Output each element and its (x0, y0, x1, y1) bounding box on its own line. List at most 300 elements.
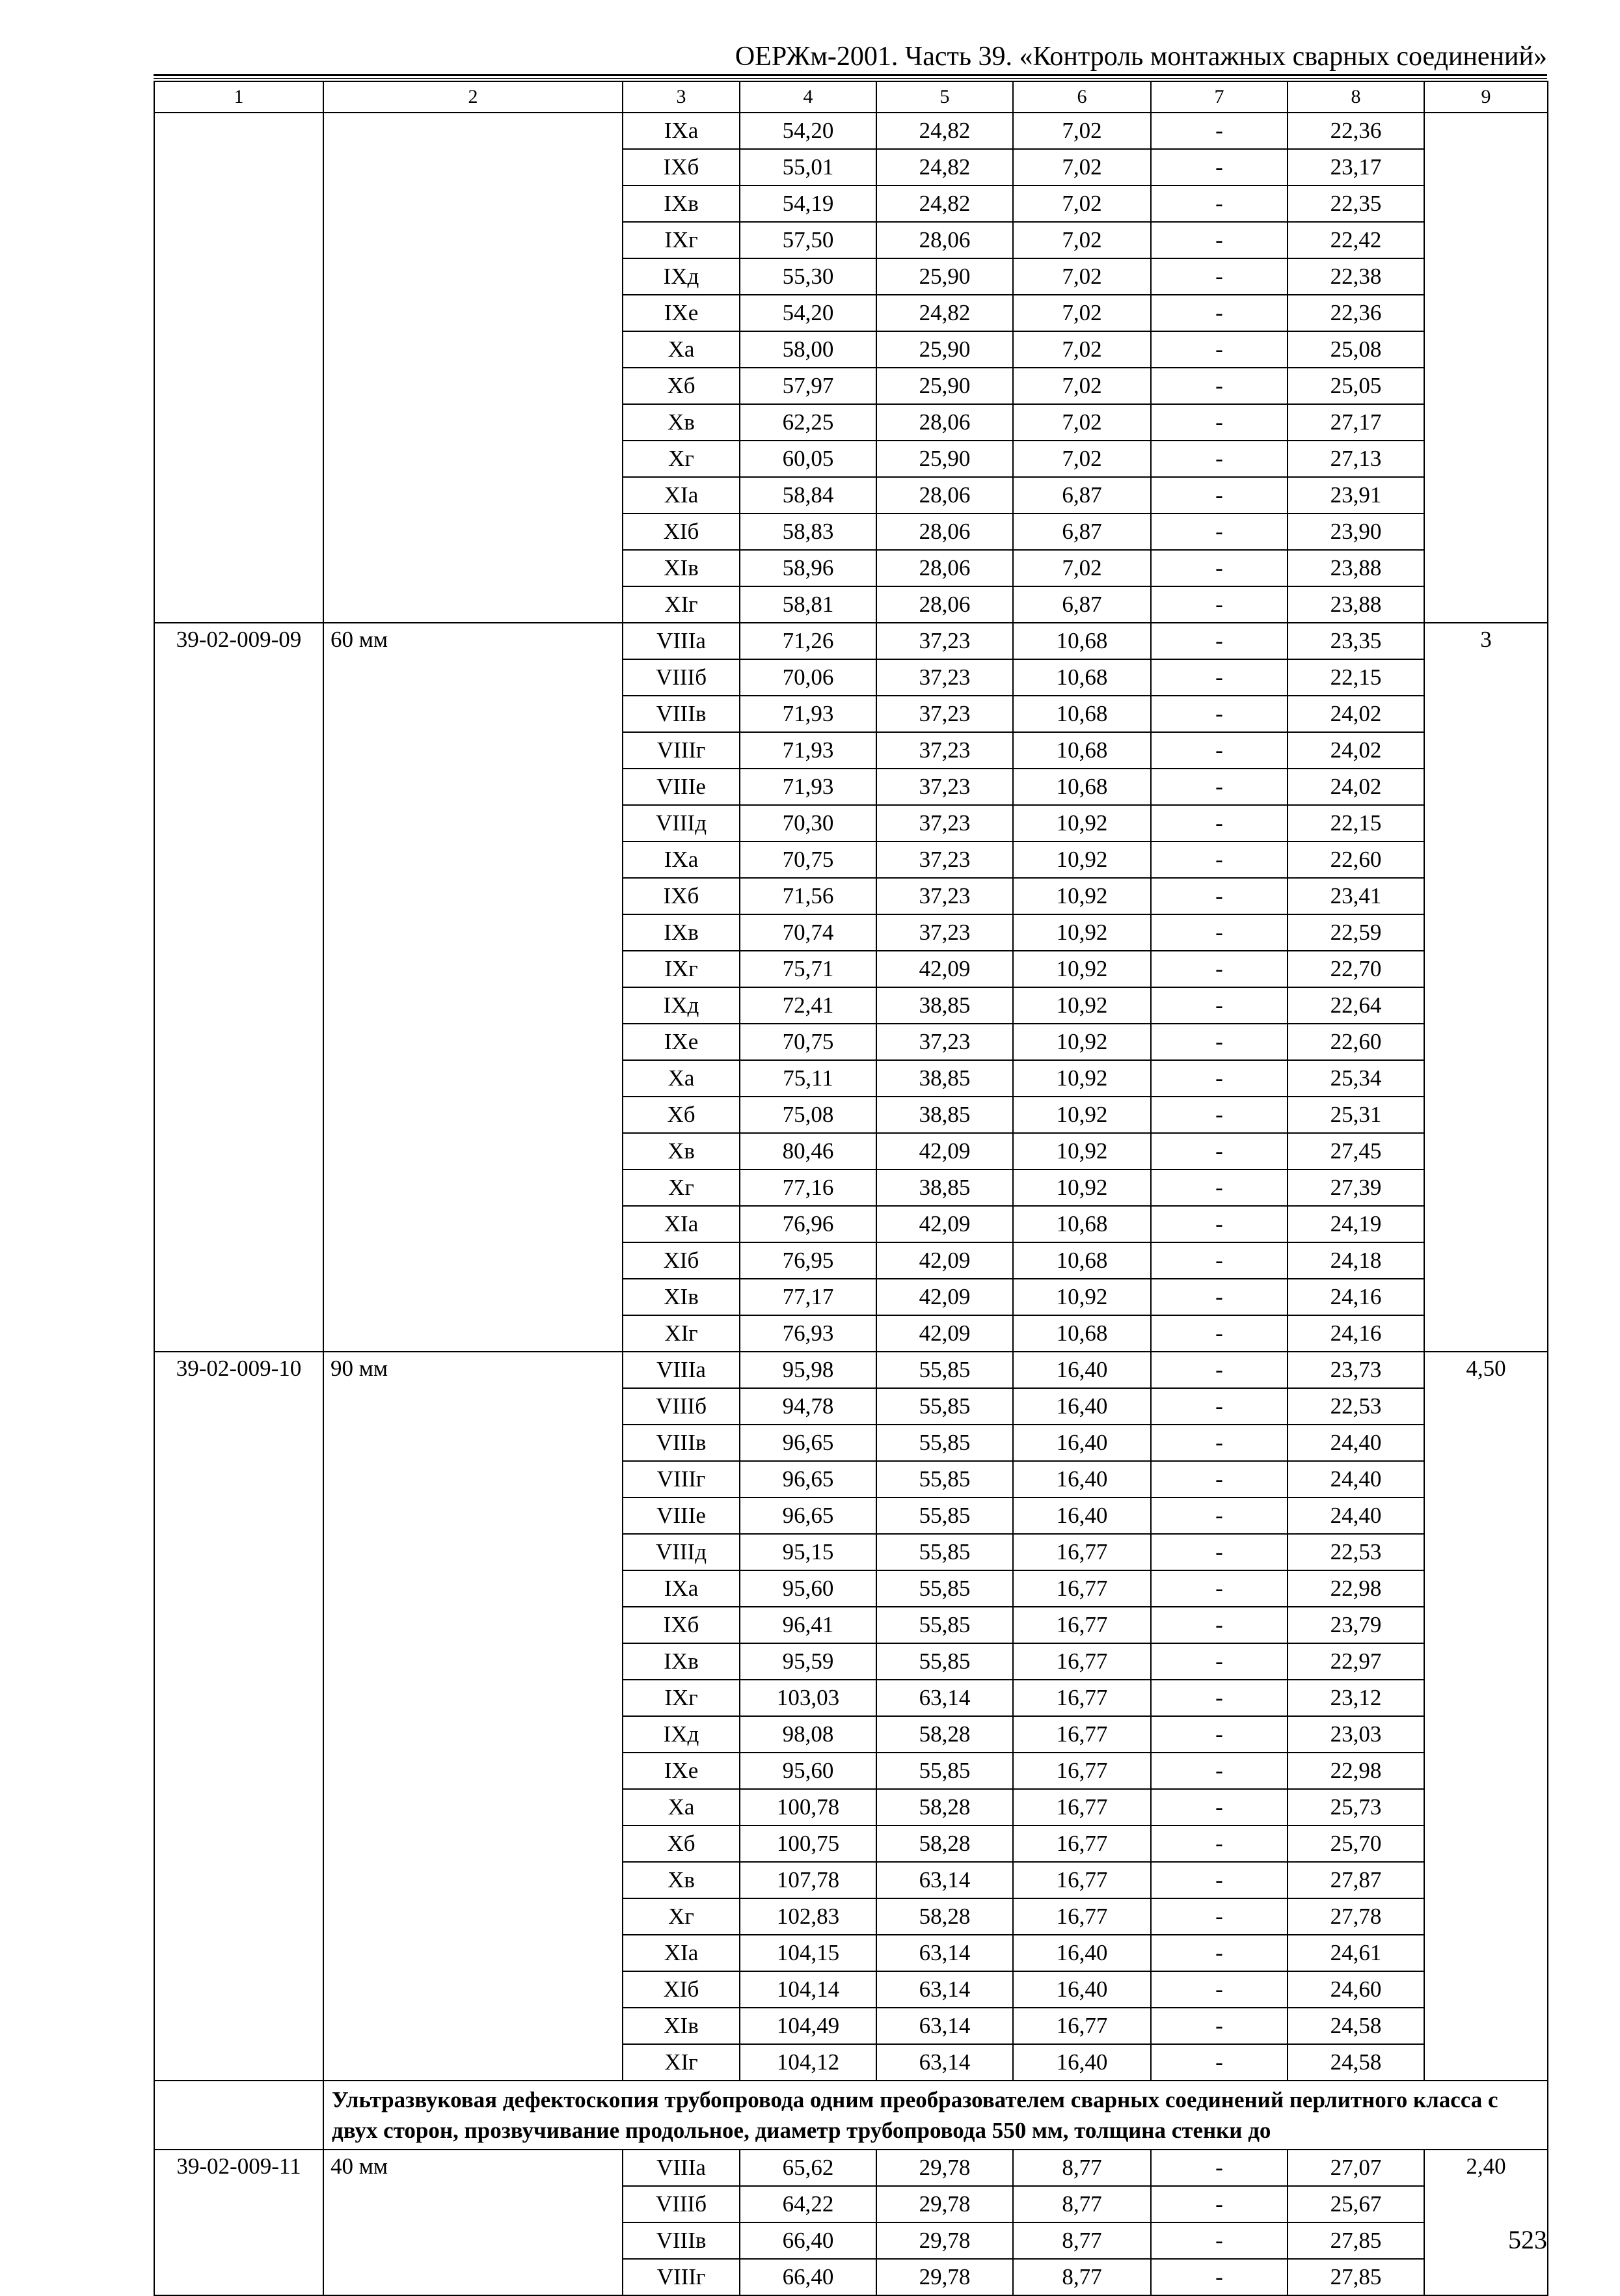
driver-wages-cell: - (1151, 586, 1288, 623)
total-cost-cell: 58,83 (740, 513, 876, 550)
category-cell: Xв (623, 1862, 740, 1898)
machine-cost-cell: 16,40 (1013, 2044, 1151, 2081)
machine-cost-cell: 10,68 (1013, 696, 1151, 732)
category-cell: IXв (623, 1643, 740, 1680)
machine-cost-cell: 10,68 (1013, 769, 1151, 805)
materials-cell: 22,98 (1288, 1570, 1424, 1607)
total-cost-cell: 95,60 (740, 1570, 876, 1607)
column-number: 4 (740, 81, 876, 113)
total-cost-cell: 55,01 (740, 149, 876, 185)
driver-wages-cell: - (1151, 2044, 1288, 2081)
wages-cell: 63,14 (876, 1680, 1013, 1716)
total-cost-cell: 100,78 (740, 1789, 876, 1825)
driver-wages-cell: - (1151, 513, 1288, 550)
materials-cell: 22,42 (1288, 222, 1424, 258)
driver-wages-cell: - (1151, 1169, 1288, 1206)
wages-cell: 42,09 (876, 1133, 1013, 1169)
section-heading-row (154, 2081, 1548, 2150)
materials-cell: 24,16 (1288, 1279, 1424, 1315)
category-cell: XIв (623, 2008, 740, 2044)
category-cell: IXб (623, 149, 740, 185)
driver-wages-cell: - (1151, 1279, 1288, 1315)
column-number: 3 (623, 81, 740, 113)
category-cell: XIг (623, 586, 740, 623)
category-cell: VIIIб (623, 1388, 740, 1425)
total-cost-cell: 54,20 (740, 295, 876, 331)
category-cell: XIа (623, 1935, 740, 1971)
machine-cost-cell: 16,40 (1013, 1497, 1151, 1534)
wages-cell: 37,23 (876, 841, 1013, 878)
wages-cell: 55,85 (876, 1461, 1013, 1497)
column-number: 8 (1288, 81, 1424, 113)
materials-cell: 22,60 (1288, 841, 1424, 878)
machine-cost-cell: 16,40 (1013, 1971, 1151, 2008)
category-cell: XIв (623, 550, 740, 586)
machine-cost-cell: 10,92 (1013, 1060, 1151, 1097)
wages-cell: 37,23 (876, 732, 1013, 769)
materials-cell: 27,85 (1288, 2259, 1424, 2295)
category-cell: IXб (623, 878, 740, 914)
category-cell: IXд (623, 1716, 740, 1753)
category-cell: XIв (623, 1279, 740, 1315)
materials-cell: 23,35 (1288, 623, 1424, 659)
machine-cost-cell: 7,02 (1013, 149, 1151, 185)
wall-thickness-cell: 60 мм (323, 623, 623, 1352)
machine-cost-cell: 7,02 (1013, 185, 1151, 222)
driver-wages-cell: - (1151, 1352, 1288, 1388)
column-number: 9 (1424, 81, 1548, 113)
category-cell: Xа (623, 1789, 740, 1825)
category-cell: Xб (623, 1097, 740, 1133)
driver-wages-cell: - (1151, 368, 1288, 404)
machine-cost-cell: 10,68 (1013, 659, 1151, 696)
total-cost-cell: 71,26 (740, 623, 876, 659)
category-cell: Xв (623, 1133, 740, 1169)
driver-wages-cell: - (1151, 878, 1288, 914)
materials-cell: 25,08 (1288, 331, 1424, 368)
materials-cell: 25,31 (1288, 1097, 1424, 1133)
wages-cell: 24,82 (876, 113, 1013, 149)
materials-cell: 25,67 (1288, 2186, 1424, 2222)
driver-wages-cell: - (1151, 550, 1288, 586)
machine-cost-cell: 10,92 (1013, 1279, 1151, 1315)
machine-cost-cell: 10,92 (1013, 878, 1151, 914)
driver-wages-cell: - (1151, 951, 1288, 987)
wages-cell: 38,85 (876, 1097, 1013, 1133)
machine-cost-cell: 10,92 (1013, 987, 1151, 1024)
wages-cell: 29,78 (876, 2222, 1013, 2259)
category-cell: VIIIе (623, 769, 740, 805)
category-cell: IXв (623, 185, 740, 222)
wages-cell: 25,90 (876, 258, 1013, 295)
driver-wages-cell: - (1151, 1315, 1288, 1352)
materials-cell: 25,73 (1288, 1789, 1424, 1825)
category-cell: VIIIг (623, 1461, 740, 1497)
total-cost-cell: 71,93 (740, 696, 876, 732)
wages-cell: 28,06 (876, 586, 1013, 623)
materials-cell: 22,53 (1288, 1388, 1424, 1425)
category-cell: IXд (623, 987, 740, 1024)
driver-wages-cell: - (1151, 1935, 1288, 1971)
wages-cell: 58,28 (876, 1716, 1013, 1753)
materials-cell: 24,02 (1288, 696, 1424, 732)
total-cost-cell: 71,56 (740, 878, 876, 914)
driver-wages-cell: - (1151, 1570, 1288, 1607)
running-header: ОЕРЖм-2001. Часть 39. «Контроль монтажных сварных соединений» (735, 42, 1547, 72)
wages-cell: 55,85 (876, 1643, 1013, 1680)
total-cost-cell: 70,74 (740, 914, 876, 951)
driver-wages-cell: - (1151, 2259, 1288, 2295)
materials-cell: 24,40 (1288, 1461, 1424, 1497)
driver-wages-cell: - (1151, 113, 1288, 149)
driver-wages-cell: - (1151, 1643, 1288, 1680)
driver-wages-cell: - (1151, 696, 1288, 732)
category-cell: VIIIа (623, 623, 740, 659)
driver-wages-cell: - (1151, 914, 1288, 951)
machine-cost-cell: 16,40 (1013, 1388, 1151, 1425)
category-cell: IXд (623, 258, 740, 295)
wages-cell: 37,23 (876, 878, 1013, 914)
driver-wages-cell: - (1151, 2222, 1288, 2259)
wages-cell: 25,90 (876, 368, 1013, 404)
materials-cell: 22,15 (1288, 805, 1424, 841)
column-number: 7 (1151, 81, 1288, 113)
wages-cell: 63,14 (876, 2044, 1013, 2081)
machine-cost-cell: 8,77 (1013, 2259, 1151, 2295)
driver-wages-cell: - (1151, 477, 1288, 513)
materials-cell: 23,88 (1288, 550, 1424, 586)
category-cell: VIIIв (623, 696, 740, 732)
machine-cost-cell: 7,02 (1013, 550, 1151, 586)
table-row (154, 2150, 1548, 2186)
materials-cell: 27,39 (1288, 1169, 1424, 1206)
category-cell: XIа (623, 477, 740, 513)
wages-cell: 37,23 (876, 1024, 1013, 1060)
materials-cell: 22,35 (1288, 185, 1424, 222)
machine-cost-cell: 7,02 (1013, 441, 1151, 477)
wages-cell: 37,23 (876, 623, 1013, 659)
machine-cost-cell: 16,77 (1013, 1825, 1151, 1862)
machine-cost-cell: 7,02 (1013, 331, 1151, 368)
materials-cell: 27,45 (1288, 1133, 1424, 1169)
category-cell: Xб (623, 1825, 740, 1862)
wages-cell: 42,09 (876, 1315, 1013, 1352)
category-cell: Xб (623, 368, 740, 404)
driver-wages-cell: - (1151, 258, 1288, 295)
wages-cell: 63,14 (876, 1971, 1013, 2008)
total-cost-cell: 96,65 (740, 1461, 876, 1497)
driver-wages-cell: - (1151, 1242, 1288, 1279)
materials-cell: 24,60 (1288, 1971, 1424, 2008)
materials-cell: 27,17 (1288, 404, 1424, 441)
materials-cell: 22,53 (1288, 1534, 1424, 1570)
materials-cell: 23,88 (1288, 586, 1424, 623)
materials-cell: 24,61 (1288, 1935, 1424, 1971)
wall-thickness-cell (323, 113, 623, 623)
materials-cell: 23,03 (1288, 1716, 1424, 1753)
wages-cell: 28,06 (876, 477, 1013, 513)
wages-cell: 63,14 (876, 1862, 1013, 1898)
driver-wages-cell: - (1151, 1716, 1288, 1753)
materials-cell: 24,40 (1288, 1425, 1424, 1461)
total-cost-cell: 95,60 (740, 1753, 876, 1789)
rate-code-cell: 39-02-009-10 (154, 1352, 323, 2081)
materials-cell: 24,19 (1288, 1206, 1424, 1242)
materials-cell: 23,17 (1288, 149, 1424, 185)
machine-cost-cell: 7,02 (1013, 404, 1151, 441)
materials-cell: 22,98 (1288, 1753, 1424, 1789)
machine-cost-cell: 16,77 (1013, 1570, 1151, 1607)
wages-cell: 55,85 (876, 1534, 1013, 1570)
driver-wages-cell: - (1151, 2008, 1288, 2044)
driver-wages-cell: - (1151, 1425, 1288, 1461)
materials-cell: 24,18 (1288, 1242, 1424, 1279)
machine-cost-cell: 7,02 (1013, 113, 1151, 149)
total-cost-cell: 75,71 (740, 951, 876, 987)
materials-cell: 22,15 (1288, 659, 1424, 696)
wages-cell: 24,82 (876, 149, 1013, 185)
machine-cost-cell: 16,77 (1013, 1753, 1151, 1789)
total-cost-cell: 103,03 (740, 1680, 876, 1716)
wages-cell: 42,09 (876, 1206, 1013, 1242)
wages-cell: 38,85 (876, 1060, 1013, 1097)
driver-wages-cell: - (1151, 1388, 1288, 1425)
category-cell: VIIIб (623, 2186, 740, 2222)
machine-cost-cell: 8,77 (1013, 2150, 1151, 2186)
driver-wages-cell: - (1151, 185, 1288, 222)
machine-cost-cell: 16,77 (1013, 1789, 1151, 1825)
total-cost-cell: 80,46 (740, 1133, 876, 1169)
machine-cost-cell: 6,87 (1013, 477, 1151, 513)
driver-wages-cell: - (1151, 841, 1288, 878)
wages-cell: 29,78 (876, 2186, 1013, 2222)
wages-cell: 37,23 (876, 659, 1013, 696)
wages-cell: 58,28 (876, 1789, 1013, 1825)
section-heading-spacer (154, 2081, 323, 2150)
category-cell: XIб (623, 1971, 740, 2008)
category-cell: IXе (623, 1024, 740, 1060)
machine-cost-cell: 16,77 (1013, 2008, 1151, 2044)
table-row (154, 1352, 1548, 1388)
machine-cost-cell: 8,77 (1013, 2222, 1151, 2259)
wages-cell: 29,78 (876, 2150, 1013, 2186)
category-cell: IXа (623, 841, 740, 878)
total-cost-cell: 58,00 (740, 331, 876, 368)
machine-cost-cell: 16,40 (1013, 1352, 1151, 1388)
total-cost-cell: 54,20 (740, 113, 876, 149)
category-cell: IXа (623, 113, 740, 149)
total-cost-cell: 71,93 (740, 732, 876, 769)
table-row (154, 623, 1548, 659)
driver-wages-cell: - (1151, 1862, 1288, 1898)
machine-cost-cell: 10,92 (1013, 1133, 1151, 1169)
category-cell: VIIIд (623, 1534, 740, 1570)
materials-cell: 24,16 (1288, 1315, 1424, 1352)
materials-cell: 22,70 (1288, 951, 1424, 987)
driver-wages-cell: - (1151, 1097, 1288, 1133)
column-number: 1 (154, 81, 323, 113)
category-cell: IXе (623, 295, 740, 331)
materials-cell: 22,60 (1288, 1024, 1424, 1060)
total-cost-cell: 55,30 (740, 258, 876, 295)
wages-cell: 28,06 (876, 404, 1013, 441)
materials-cell: 22,36 (1288, 295, 1424, 331)
driver-wages-cell: - (1151, 623, 1288, 659)
category-cell: IXв (623, 914, 740, 951)
wall-thickness-cell: 90 мм (323, 1352, 623, 2081)
machine-cost-cell: 10,92 (1013, 805, 1151, 841)
wages-cell: 55,85 (876, 1497, 1013, 1534)
total-cost-cell: 66,40 (740, 2222, 876, 2259)
table-row (154, 113, 1548, 149)
wages-cell: 63,14 (876, 2008, 1013, 2044)
header-rule-thin (154, 78, 1547, 79)
column-number-row (154, 81, 1548, 113)
driver-wages-cell: - (1151, 149, 1288, 185)
driver-wages-cell: - (1151, 659, 1288, 696)
category-cell: IXг (623, 1680, 740, 1716)
materials-cell: 24,40 (1288, 1497, 1424, 1534)
total-cost-cell: 96,65 (740, 1497, 876, 1534)
materials-cell: 23,12 (1288, 1680, 1424, 1716)
category-cell: Xг (623, 1898, 740, 1935)
wages-cell: 42,09 (876, 951, 1013, 987)
total-cost-cell: 104,49 (740, 2008, 876, 2044)
driver-wages-cell: - (1151, 1680, 1288, 1716)
category-cell: IXг (623, 222, 740, 258)
driver-wages-cell: - (1151, 1060, 1288, 1097)
column-number: 2 (323, 81, 623, 113)
materials-cell: 23,73 (1288, 1352, 1424, 1388)
driver-wages-cell: - (1151, 1534, 1288, 1570)
category-cell: VIIIе (623, 1497, 740, 1534)
driver-wages-cell: - (1151, 1753, 1288, 1789)
machine-cost-cell: 10,92 (1013, 841, 1151, 878)
total-cost-cell: 70,30 (740, 805, 876, 841)
category-cell: Xг (623, 1169, 740, 1206)
labor-cost-cell: 2,40 (1424, 2150, 1548, 2295)
total-cost-cell: 65,62 (740, 2150, 876, 2186)
wages-cell: 55,85 (876, 1753, 1013, 1789)
machine-cost-cell: 10,68 (1013, 1315, 1151, 1352)
machine-cost-cell: 7,02 (1013, 222, 1151, 258)
materials-cell: 27,78 (1288, 1898, 1424, 1935)
driver-wages-cell: - (1151, 404, 1288, 441)
total-cost-cell: 104,12 (740, 2044, 876, 2081)
total-cost-cell: 107,78 (740, 1862, 876, 1898)
machine-cost-cell: 10,68 (1013, 732, 1151, 769)
category-cell: IXа (623, 1570, 740, 1607)
driver-wages-cell: - (1151, 2150, 1288, 2186)
category-cell: VIIIг (623, 732, 740, 769)
machine-cost-cell: 10,92 (1013, 1169, 1151, 1206)
machine-cost-cell: 7,02 (1013, 258, 1151, 295)
machine-cost-cell: 16,77 (1013, 1898, 1151, 1935)
column-number: 6 (1013, 81, 1151, 113)
category-cell: VIIIг (623, 2259, 740, 2295)
total-cost-cell: 104,14 (740, 1971, 876, 2008)
wages-cell: 29,78 (876, 2259, 1013, 2295)
total-cost-cell: 64,22 (740, 2186, 876, 2222)
category-cell: IXб (623, 1607, 740, 1643)
wages-cell: 38,85 (876, 1169, 1013, 1206)
driver-wages-cell: - (1151, 805, 1288, 841)
driver-wages-cell: - (1151, 769, 1288, 805)
materials-cell: 27,07 (1288, 2150, 1424, 2186)
category-cell: VIIIа (623, 2150, 740, 2186)
wages-cell: 37,23 (876, 914, 1013, 951)
driver-wages-cell: - (1151, 1607, 1288, 1643)
total-cost-cell: 58,84 (740, 477, 876, 513)
total-cost-cell: 77,16 (740, 1169, 876, 1206)
driver-wages-cell: - (1151, 1024, 1288, 1060)
total-cost-cell: 66,40 (740, 2259, 876, 2295)
category-cell: VIIIв (623, 2222, 740, 2259)
total-cost-cell: 62,25 (740, 404, 876, 441)
driver-wages-cell: - (1151, 1461, 1288, 1497)
machine-cost-cell: 6,87 (1013, 586, 1151, 623)
total-cost-cell: 98,08 (740, 1716, 876, 1753)
column-number: 5 (876, 81, 1013, 113)
wages-cell: 37,23 (876, 696, 1013, 732)
total-cost-cell: 71,93 (740, 769, 876, 805)
materials-cell: 22,64 (1288, 987, 1424, 1024)
category-cell: Xа (623, 1060, 740, 1097)
total-cost-cell: 76,96 (740, 1206, 876, 1242)
driver-wages-cell: - (1151, 1133, 1288, 1169)
materials-cell: 23,91 (1288, 477, 1424, 513)
category-cell: VIIIд (623, 805, 740, 841)
total-cost-cell: 70,75 (740, 841, 876, 878)
section-heading: Ультразвуковая дефектоскопия трубопровода одним преобразователем сварных соединений перлитного класса с двух сторон, прозвучивание продольное, диаметр трубопровода 550 мм, толщина стенки до (323, 2081, 1548, 2150)
materials-cell: 27,85 (1288, 2222, 1424, 2259)
total-cost-cell: 100,75 (740, 1825, 876, 1862)
machine-cost-cell: 7,02 (1013, 295, 1151, 331)
driver-wages-cell: - (1151, 1497, 1288, 1534)
total-cost-cell: 95,15 (740, 1534, 876, 1570)
wages-cell: 24,82 (876, 295, 1013, 331)
driver-wages-cell: - (1151, 732, 1288, 769)
total-cost-cell: 70,06 (740, 659, 876, 696)
rate-code-cell: 39-02-009-11 (154, 2150, 323, 2295)
materials-cell: 27,87 (1288, 1862, 1424, 1898)
materials-cell: 24,58 (1288, 2008, 1424, 2044)
wages-cell: 25,90 (876, 441, 1013, 477)
machine-cost-cell: 16,40 (1013, 1461, 1151, 1497)
machine-cost-cell: 10,68 (1013, 1206, 1151, 1242)
category-cell: Xг (623, 441, 740, 477)
machine-cost-cell: 10,68 (1013, 623, 1151, 659)
driver-wages-cell: - (1151, 1971, 1288, 2008)
category-cell: VIIIа (623, 1352, 740, 1388)
machine-cost-cell: 10,92 (1013, 914, 1151, 951)
total-cost-cell: 94,78 (740, 1388, 876, 1425)
total-cost-cell: 96,65 (740, 1425, 876, 1461)
materials-cell: 25,05 (1288, 368, 1424, 404)
materials-cell: 25,70 (1288, 1825, 1424, 1862)
category-cell: IXе (623, 1753, 740, 1789)
machine-cost-cell: 16,77 (1013, 1680, 1151, 1716)
rate-code-cell (154, 113, 323, 623)
category-cell: VIIIб (623, 659, 740, 696)
machine-cost-cell: 16,40 (1013, 1935, 1151, 1971)
total-cost-cell: 76,95 (740, 1242, 876, 1279)
total-cost-cell: 77,17 (740, 1279, 876, 1315)
total-cost-cell: 60,05 (740, 441, 876, 477)
machine-cost-cell: 10,68 (1013, 1242, 1151, 1279)
driver-wages-cell: - (1151, 441, 1288, 477)
labor-cost-cell (1424, 113, 1548, 623)
